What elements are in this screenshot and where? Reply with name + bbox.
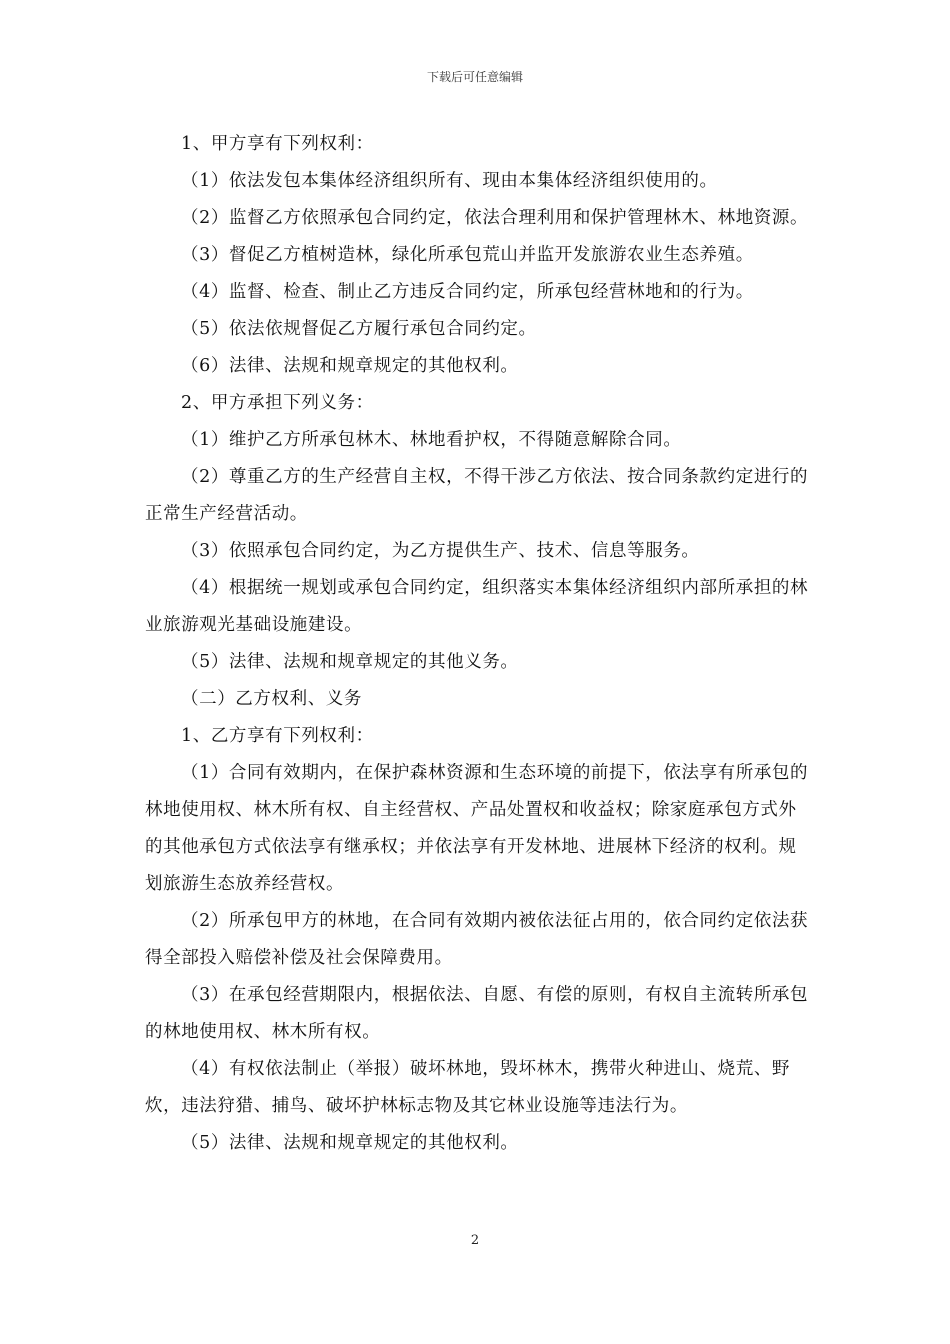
paragraph-19: （4）有权依法制止（举报）破坏林地，毁坏林木，携带火种进山、烧荒、野炊，违法狩猎、捕鸟、破坏护林标志物及其它林业设施等违法行为。 <box>145 1059 791 1116</box>
paragraph-3: （2）监督乙方依照承包合同约定，依法合理利用和保护管理林木、林地资源。 <box>181 208 809 228</box>
paragraph-2: （1）依法发包本集体经济组织所有、现由本集体经济组织使用的。 <box>181 171 718 191</box>
paragraph-4: （3）督促乙方植树造林，绿化所承包荒山并监开发旅游农业生态养殖。 <box>181 245 754 265</box>
paragraph-17: （2）所承包甲方的林地，在合同有效期内被依法征占用的，依合同约定依法获得全部投入赔偿补偿及社会保障费用。 <box>145 911 809 968</box>
paragraph-8: 2、甲方承担下列义务： <box>181 393 374 413</box>
paragraph-10: （2）尊重乙方的生产经营自主权，不得干涉乙方依法、按合同条款约定进行的正常生产经营活动。 <box>145 467 809 524</box>
paragraph-5: （4）监督、检查、制止乙方违反合同约定，所承包经营林地和的行为。 <box>181 282 754 302</box>
paragraph-13: （5）法律、法规和规章规定的其他义务。 <box>181 652 519 672</box>
paragraph-9: （1）维护乙方所承包林木、林地看护权，不得随意解除合同。 <box>181 430 682 450</box>
paragraph-6: （5）依法依规督促乙方履行承包合同约定。 <box>181 319 537 339</box>
paragraph-16: （1）合同有效期内，在保护森林资源和生态环境的前提下，依法享有所承包的林地使用权、林木所有权、自主经营权、产品处置权和收益权；除家庭承包方式外的其他承包方式依法享有继承权；并依法享有开发林地、进展林下经济的权利。规划旅游生态放养经营权。 <box>145 763 809 894</box>
page-number: 2 <box>470 1233 480 1248</box>
header-note: 下载后可任意编辑 <box>426 70 523 84</box>
paragraph-7: （6）法律、法规和规章规定的其他权利。 <box>181 356 519 376</box>
paragraph-11: （3）依照承包合同约定，为乙方提供生产、技术、信息等服务。 <box>181 541 700 561</box>
paragraph-18: （3）在承包经营期限内，根据依法、自愿、有偿的原则，有权自主流转所承包的林地使用权、林木所有权。 <box>145 985 809 1042</box>
document-body <box>145 126 810 1162</box>
section-heading: （二）乙方权利、义务 <box>181 689 362 709</box>
paragraph-20: （5）法律、法规和规章规定的其他权利。 <box>181 1133 519 1153</box>
paragraph-1: 1、甲方享有下列权利： <box>181 134 374 154</box>
paragraph-12: （4）根据统一规划或承包合同约定，组织落实本集体经济组织内部所承担的林业旅游观光基础设施建设。 <box>145 578 809 635</box>
paragraph-15: 1、乙方享有下列权利： <box>181 726 374 746</box>
